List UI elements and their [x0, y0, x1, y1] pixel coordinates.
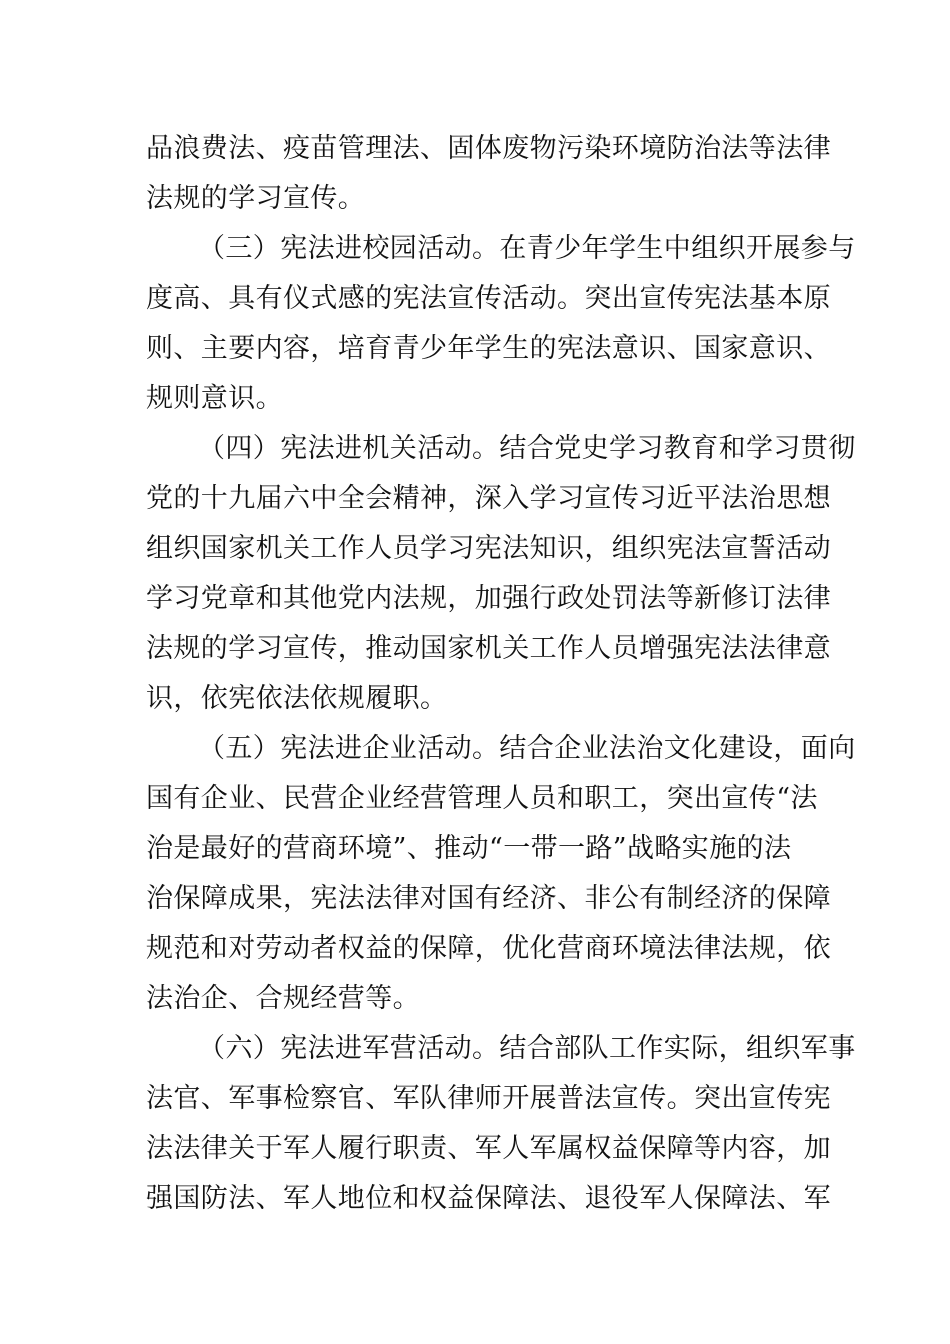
text-line: 学习党章和其他党内法规，加强行政处罚法等新修订法律: [146, 583, 831, 614]
text-line: 组织国家机关工作人员学习宪法知识，组织宪法宣誓活动: [146, 533, 831, 564]
text-line: 强国防法、军人地位和权益保障法、退役军人保障法、军: [146, 1183, 831, 1214]
document-body: [146, 124, 856, 1224]
text-line: 法治企、合规经营等。: [146, 983, 420, 1014]
text-line: 度高、具有仪式感的宪法宣传活动。突出宣传宪法基本原: [146, 283, 831, 314]
section-heading-line: （三）宪法进校园活动。在青少年学生中组织开展参与: [198, 233, 856, 264]
text-line: 识，依宪依法依规履职。: [146, 683, 448, 714]
text-line: 法法律关于军人履行职责、军人军属权益保障等内容，加: [146, 1133, 831, 1164]
text-line: 法规的学习宣传，推动国家机关工作人员增强宪法法律意: [146, 633, 831, 664]
text-line: 品浪费法、疫苗管理法、固体废物污染环境防治法等法律: [146, 133, 831, 164]
text-line: 党的十九届六中全会精神，深入学习宣传习近平法治思想: [146, 483, 831, 514]
text-line: 规则意识。: [146, 383, 283, 414]
text-line: 国有企业、民营企业经营管理人员和职工，突出宣传“法: [146, 783, 818, 814]
section-heading-line: （四）宪法进机关活动。结合党史学习教育和学习贯彻: [198, 433, 856, 464]
section-heading-line: （五）宪法进企业活动。结合企业法治文化建设，面向: [198, 733, 856, 764]
text-line: 治保障成果，宪法法律对国有经济、非公有制经济的保障: [146, 883, 831, 914]
text-line: 则、主要内容，培育青少年学生的宪法意识、国家意识、: [146, 333, 831, 364]
section-heading-line: （六）宪法进军营活动。结合部队工作实际，组织军事: [198, 1033, 856, 1064]
text-line: 法规的学习宣传。: [146, 183, 366, 214]
text-line: 法官、军事检察官、军队律师开展普法宣传。突出宣传宪: [146, 1083, 831, 1114]
text-line: 规范和对劳动者权益的保障，优化营商环境法律法规，依: [146, 933, 831, 964]
text-line: 治是最好的营商环境”、推动“一带一路”战略实施的法: [146, 833, 792, 864]
